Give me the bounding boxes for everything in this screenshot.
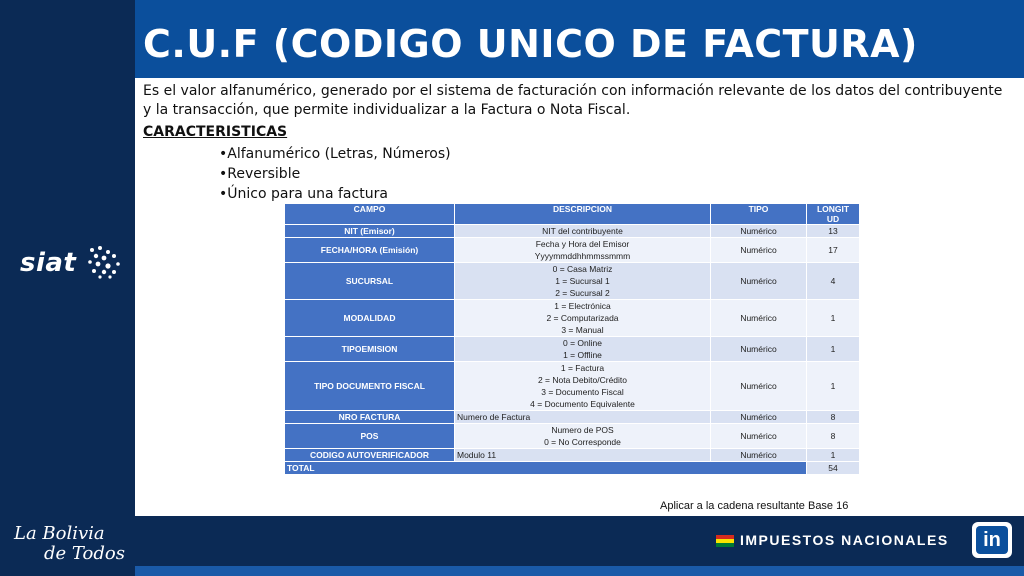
desc-line: Numero de Factura [457,412,531,422]
header-longitud-part2: UD [826,214,840,224]
header-descripcion: DESCRIPCION [455,204,711,225]
desc-line: 2 = Sucursal 2 [555,288,610,298]
descripcion-cell [455,225,711,238]
desc-line: 1 = Sucursal 1 [555,276,610,286]
desc-line: Fecha y Hora del Emisor [535,239,630,249]
total-label: TOTAL [285,462,807,475]
campo-cell: TIPOEMISION [285,337,455,362]
campo-cell: POS [285,424,455,449]
table-row [285,362,860,411]
header-longitud [807,204,860,225]
desc-line: Modulo 11 [457,450,497,460]
table-row [285,225,860,238]
tipo-cell: Numérico [711,362,807,411]
table-header-row [285,204,860,225]
desc-line: 2 = Nota Debito/Crédito [537,375,628,385]
tipo-cell: Numérico [711,411,807,424]
header-longitud-part1: LONGIT [816,204,850,214]
footer-stripe [135,566,1024,576]
desc-line: 0 = Casa Matriz [552,264,613,274]
desc-line: 3 = Manual [561,325,604,335]
longitud-cell: 1 [807,449,860,462]
descripcion-cell [455,300,711,337]
tipo-cell: Numérico [711,449,807,462]
campo-cell: SUCURSAL [285,263,455,300]
slide-title: C.U.F (CODIGO UNICO DE FACTURA) [143,22,918,66]
total-value: 54 [807,462,860,475]
desc-line: Yyyymmddhhmmssmmm [534,251,631,261]
campo-cell: FECHA/HORA (Emisión) [285,238,455,263]
bullet-item: •Único para una factura [219,186,388,202]
siat-dots-icon [84,244,124,280]
campo-cell: CODIGO AUTOVERIFICADOR [285,449,455,462]
impuestos-logo-letter: in [976,526,1008,554]
table-total-row [285,462,860,475]
desc-line: 1 = Offline [563,350,602,360]
org-name: IMPUESTOS NACIONALES [740,532,949,548]
campo-cell: TIPO DOCUMENTO FISCAL [285,362,455,411]
table-row [285,449,860,462]
slogan-line: de Todos [44,543,125,564]
longitud-cell: 13 [807,225,860,238]
longitud-cell: 17 [807,238,860,263]
table-row [285,263,860,300]
longitud-cell: 1 [807,362,860,411]
footnote: Aplicar a la cadena resultante Base 16 [660,500,849,512]
desc-line: NIT del contribuyente [542,226,623,236]
descripcion-cell [455,362,711,411]
characteristics-list [219,144,451,204]
longitud-cell: 4 [807,263,860,300]
tipo-cell: Numérico [711,225,807,238]
slogan [14,524,125,564]
description-text: Es el valor alfanumérico, generado por el sistema de facturación con información relevante de los datos del contribuyente y la transacción, que permite individualizar a la Factura o Nota Fiscal. [143,83,1003,118]
descripcion-cell [455,263,711,300]
tipo-cell: Numérico [711,424,807,449]
characteristics-heading: CARACTERISTICAS [143,124,288,140]
desc-line: 4 = Documento Equivalente [530,399,635,409]
slogan-line: La Bolivia [14,523,105,544]
table-row [285,300,860,337]
cuf-table [284,203,860,475]
header-tipo: TIPO [711,204,807,225]
table-row [285,238,860,263]
desc-line: 2 = Computarizada [546,313,619,323]
bullet-item: •Alfanumérico (Letras, Números) [219,146,451,162]
tipo-cell: Numérico [711,337,807,362]
longitud-cell: 1 [807,337,860,362]
descripcion-cell [455,411,711,424]
descripcion-cell [455,449,711,462]
campo-cell: NRO FACTURA [285,411,455,424]
desc-line: 1 = Factura [560,363,605,373]
table-row [285,337,860,362]
tipo-cell: Numérico [711,300,807,337]
impuestos-logo-icon [972,522,1012,558]
table-row [285,424,860,449]
desc-line: 0 = Online [563,338,602,348]
siat-logo: siat [20,248,77,278]
descripcion-cell [455,424,711,449]
longitud-cell: 8 [807,424,860,449]
bolivia-flag-icon [716,535,734,547]
longitud-cell: 8 [807,411,860,424]
longitud-cell: 1 [807,300,860,337]
descripcion-cell [455,337,711,362]
desc-line: 3 = Documento Fiscal [541,387,624,397]
campo-cell: MODALIDAD [285,300,455,337]
desc-line: 1 = Electrónica [554,301,611,311]
descripcion-cell [455,238,711,263]
desc-line: Numero de POS [551,425,614,435]
table-row [285,411,860,424]
bullet-item: •Reversible [219,166,301,182]
campo-cell: NIT (Emisor) [285,225,455,238]
header-campo: CAMPO [285,204,455,225]
left-sidebar [0,0,135,576]
tipo-cell: Numérico [711,263,807,300]
desc-line: 0 = No Corresponde [544,437,621,447]
tipo-cell: Numérico [711,238,807,263]
